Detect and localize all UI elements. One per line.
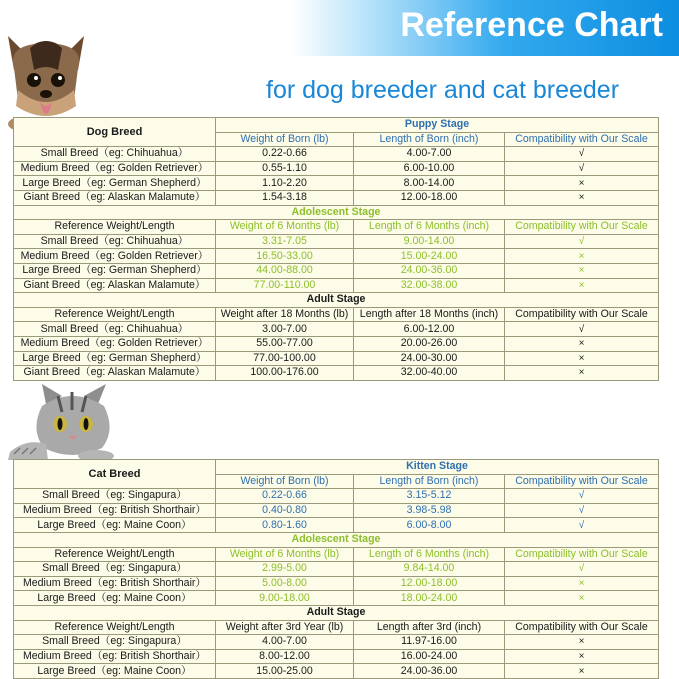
compatibility-cell: √ — [505, 161, 659, 176]
weight-cell: 1.54-3.18 — [216, 190, 354, 205]
weight-cell: 15.00-25.00 — [216, 664, 354, 679]
breed-cell: Medium Breed（eg: British Shorthair） — [14, 649, 216, 664]
stage-title: Adolescent Stage — [14, 532, 659, 547]
table-row — [14, 322, 659, 337]
compatibility-cell: √ — [505, 234, 659, 249]
breed-cell: Small Breed（eg: Chihuahua） — [14, 147, 216, 162]
cat-reference-table — [13, 459, 659, 679]
compatibility-cell: × — [505, 278, 659, 293]
weight-cell: 77.00-100.00 — [216, 351, 354, 366]
weight-cell: 9.00-18.00 — [216, 591, 354, 606]
column-header: Length of Born (inch) — [354, 474, 505, 489]
table-row — [14, 503, 659, 518]
compatibility-cell: × — [505, 635, 659, 650]
weight-cell: 16.50-33.00 — [216, 249, 354, 264]
breed-cell: Medium Breed（eg: Golden Retriever） — [14, 161, 216, 176]
weight-cell: 2.99-5.00 — [216, 562, 354, 577]
length-cell: 16.00-24.00 — [354, 649, 505, 664]
column-header-row — [14, 547, 659, 562]
breed-cell: Large Breed（eg: Maine Coon） — [14, 591, 216, 606]
length-cell: 4.00-7.00 — [354, 147, 505, 162]
stage-title: Kitten Stage — [216, 460, 659, 475]
stage-row — [14, 118, 659, 133]
column-header-row — [14, 307, 659, 322]
table-row — [14, 366, 659, 381]
stage-title: Adolescent Stage — [14, 205, 659, 220]
length-cell: 18.00-24.00 — [354, 591, 505, 606]
breed-cell: Large Breed（eg: German Shepherd） — [14, 176, 216, 191]
compatibility-cell: × — [505, 190, 659, 205]
table-row — [14, 351, 659, 366]
length-cell: 20.00-26.00 — [354, 336, 505, 351]
first-column-header: Reference Weight/Length — [14, 307, 216, 322]
compatibility-cell: × — [505, 591, 659, 606]
compatibility-cell: × — [505, 649, 659, 664]
compatibility-cell: × — [505, 351, 659, 366]
column-header: Weight of 6 Months (lb) — [216, 220, 354, 235]
length-cell: 9.84-14.00 — [354, 562, 505, 577]
weight-cell: 55.00-77.00 — [216, 336, 354, 351]
column-header: Weight of Born (lb) — [216, 474, 354, 489]
breed-cell: Large Breed（eg: Maine Coon） — [14, 518, 216, 533]
length-cell: 3.98-5.98 — [354, 503, 505, 518]
compatibility-cell: × — [505, 263, 659, 278]
table-row — [14, 278, 659, 293]
length-cell: 11.97-16.00 — [354, 635, 505, 650]
stage-title: Puppy Stage — [216, 118, 659, 133]
table-row — [14, 249, 659, 264]
compatibility-cell: × — [505, 176, 659, 191]
length-cell: 12.00-18.00 — [354, 190, 505, 205]
column-header: Weight after 3rd Year (lb) — [216, 620, 354, 635]
length-cell: 6.00-8.00 — [354, 518, 505, 533]
table-row — [14, 562, 659, 577]
compatibility-cell: × — [505, 576, 659, 591]
column-header-row — [14, 220, 659, 235]
compatibility-cell: √ — [505, 147, 659, 162]
length-cell: 6.00-12.00 — [354, 322, 505, 337]
length-cell: 24.00-36.00 — [354, 664, 505, 679]
length-cell: 6.00-10.00 — [354, 161, 505, 176]
first-column-header: Reference Weight/Length — [14, 547, 216, 562]
table-row — [14, 176, 659, 191]
weight-cell: 0.80-1.60 — [216, 518, 354, 533]
column-header: Weight of Born (lb) — [216, 132, 354, 147]
breed-cell: Medium Breed（eg: Golden Retriever） — [14, 249, 216, 264]
page-subtitle: for dog breeder and cat breeder — [266, 76, 620, 104]
table-row — [14, 518, 659, 533]
compatibility-cell: √ — [505, 562, 659, 577]
compatibility-cell: × — [505, 336, 659, 351]
column-header-row — [14, 620, 659, 635]
table-row — [14, 649, 659, 664]
weight-cell: 5.00-8.00 — [216, 576, 354, 591]
table-row — [14, 234, 659, 249]
compatibility-cell: √ — [505, 489, 659, 504]
length-cell: 24.00-36.00 — [354, 263, 505, 278]
weight-cell: 3.00-7.00 — [216, 322, 354, 337]
weight-cell: 100.00-176.00 — [216, 366, 354, 381]
breed-cell: Medium Breed（eg: British Shorthair） — [14, 503, 216, 518]
cat-breed-header: Cat Breed — [14, 460, 216, 489]
first-column-header: Reference Weight/Length — [14, 220, 216, 235]
breed-cell: Large Breed（eg: German Shepherd） — [14, 351, 216, 366]
length-cell: 32.00-40.00 — [354, 366, 505, 381]
compatibility-cell: × — [505, 249, 659, 264]
dog-illustration — [0, 30, 92, 130]
breed-cell: Large Breed（eg: German Shepherd） — [14, 263, 216, 278]
table-row — [14, 147, 659, 162]
length-cell: 12.00-18.00 — [354, 576, 505, 591]
stage-title: Adult Stage — [14, 605, 659, 620]
table-row — [14, 576, 659, 591]
length-cell: 32.00-38.00 — [354, 278, 505, 293]
table-row — [14, 635, 659, 650]
weight-cell: 8.00-12.00 — [216, 649, 354, 664]
compatibility-cell: × — [505, 664, 659, 679]
length-cell: 3.15-5.12 — [354, 489, 505, 504]
column-header: Length of 6 Months (inch) — [354, 220, 505, 235]
weight-cell: 0.22-0.66 — [216, 489, 354, 504]
breed-cell: Giant Breed（eg: Alaskan Malamute） — [14, 366, 216, 381]
weight-cell: 4.00-7.00 — [216, 635, 354, 650]
length-cell: 24.00-30.00 — [354, 351, 505, 366]
column-header: Compatibility with Our Scale — [505, 620, 659, 635]
table-row — [14, 161, 659, 176]
column-header: Length of Born (inch) — [354, 132, 505, 147]
breed-cell: Medium Breed（eg: British Shorthair） — [14, 576, 216, 591]
table-row — [14, 190, 659, 205]
dog-breed-header: Dog Breed — [14, 118, 216, 147]
compatibility-cell: √ — [505, 518, 659, 533]
column-header: Weight after 18 Months (lb) — [216, 307, 354, 322]
column-header: Compatibility with Our Scale — [505, 220, 659, 235]
stage-title: Adult Stage — [14, 293, 659, 308]
breed-cell: Small Breed（eg: Singapura） — [14, 562, 216, 577]
weight-cell: 1.10-2.20 — [216, 176, 354, 191]
column-header: Compatibility with Our Scale — [505, 132, 659, 147]
stage-row — [14, 293, 659, 308]
weight-cell: 77.00-110.00 — [216, 278, 354, 293]
breed-cell: Small Breed（eg: Singapura） — [14, 489, 216, 504]
breed-cell: Small Breed（eg: Chihuahua） — [14, 234, 216, 249]
breed-cell: Giant Breed（eg: Alaskan Malamute） — [14, 278, 216, 293]
stage-row — [14, 605, 659, 620]
breed-cell: Giant Breed（eg: Alaskan Malamute） — [14, 190, 216, 205]
length-cell: 9.00-14.00 — [354, 234, 505, 249]
cat-illustration — [6, 382, 124, 460]
dog-reference-table — [13, 117, 659, 381]
table-row — [14, 664, 659, 679]
breed-cell: Small Breed（eg: Chihuahua） — [14, 322, 216, 337]
compatibility-cell: √ — [505, 503, 659, 518]
first-column-header: Reference Weight/Length — [14, 620, 216, 635]
breed-cell: Small Breed（eg: Singapura） — [14, 635, 216, 650]
compatibility-cell: √ — [505, 322, 659, 337]
column-header: Length of 6 Months (inch) — [354, 547, 505, 562]
compatibility-cell: × — [505, 366, 659, 381]
weight-cell: 0.55-1.10 — [216, 161, 354, 176]
stage-row — [14, 532, 659, 547]
breed-cell: Medium Breed（eg: Golden Retriever） — [14, 336, 216, 351]
table-row — [14, 336, 659, 351]
weight-cell: 0.40-0.80 — [216, 503, 354, 518]
length-cell: 8.00-14.00 — [354, 176, 505, 191]
weight-cell: 0.22-0.66 — [216, 147, 354, 162]
length-cell: 15.00-24.00 — [354, 249, 505, 264]
stage-row — [14, 205, 659, 220]
column-header: Compatibility with Our Scale — [505, 547, 659, 562]
column-header: Compatibility with Our Scale — [505, 474, 659, 489]
column-header: Compatibility with Our Scale — [505, 307, 659, 322]
weight-cell: 44.00-88.00 — [216, 263, 354, 278]
table-row — [14, 489, 659, 504]
table-row — [14, 591, 659, 606]
table-row — [14, 263, 659, 278]
breed-cell: Large Breed（eg: Maine Coon） — [14, 664, 216, 679]
column-header: Length after 3rd (inch) — [354, 620, 505, 635]
column-header: Length after 18 Months (inch) — [354, 307, 505, 322]
weight-cell: 3.31-7.05 — [216, 234, 354, 249]
stage-row — [14, 460, 659, 475]
page-title: Reference Chart — [400, 6, 663, 44]
column-header: Weight of 6 Months (lb) — [216, 547, 354, 562]
title-banner — [290, 0, 679, 56]
